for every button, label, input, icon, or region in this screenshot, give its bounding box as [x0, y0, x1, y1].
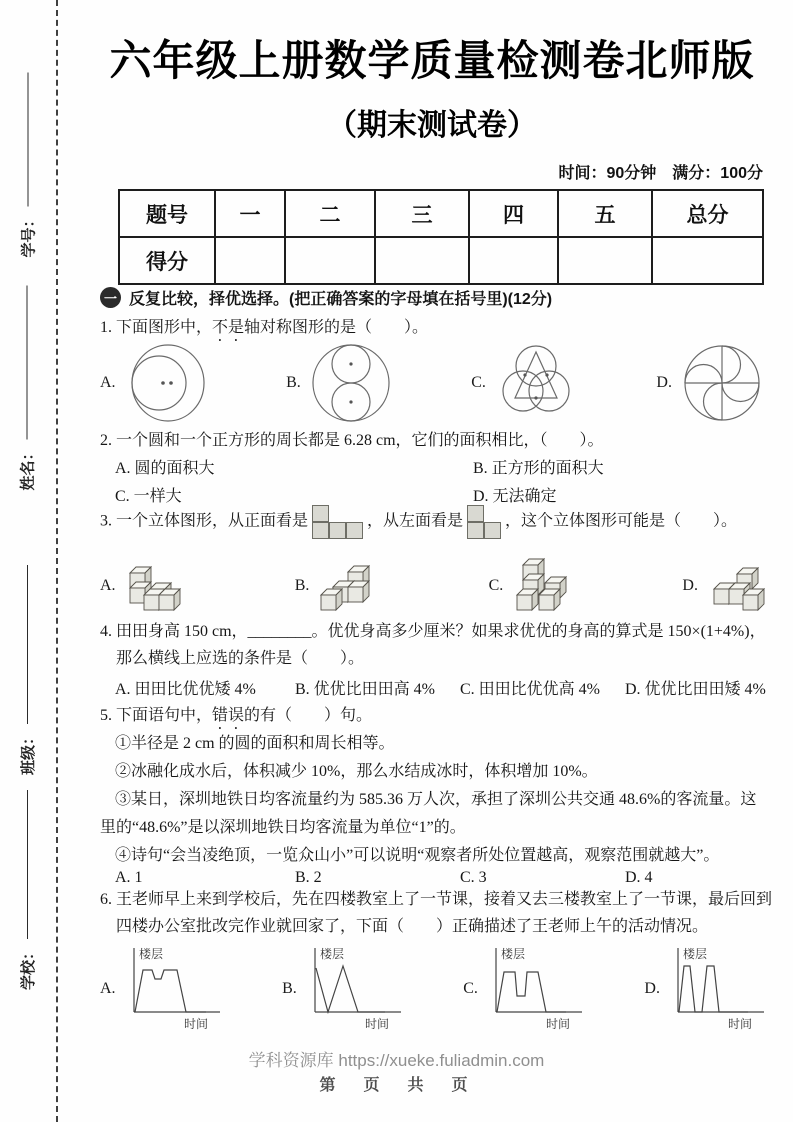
question-6-graphs — [100, 944, 768, 1034]
q5-number: 5. — [100, 707, 112, 724]
q2-number: 2. — [100, 432, 112, 449]
q6-b-ylabel: 楼层 — [319, 947, 344, 961]
q3-figure-c-cubes — [507, 555, 573, 617]
score-cell — [652, 237, 763, 284]
q2-option-b: B. 正方形的面积大 — [473, 460, 604, 477]
q4-line2: 那么横线上应选的条件是（ ）。 — [116, 650, 365, 667]
q6-option-d — [644, 944, 768, 1034]
q6-a-xlabel: 时间 — [183, 1017, 208, 1031]
q5-option-d: D. 4 — [625, 869, 653, 886]
q5-item-2: ②冰融化成水后，体积减少 10%，那么水结成冰时，体积增加 10%。 — [115, 763, 598, 780]
q6-number: 6. — [100, 891, 112, 908]
question-2-text — [100, 427, 784, 454]
q3-option-b-label: B. — [294, 577, 310, 594]
q1-option-a — [100, 340, 212, 426]
side-field-class — [16, 565, 38, 775]
q5-option-c: C. 3 — [460, 869, 487, 886]
q3-figure-a-cubes — [120, 555, 186, 617]
score-table-col: 二 — [285, 190, 375, 237]
q6-d-xlabel: 时间 — [727, 1017, 752, 1031]
q1-option-c — [471, 340, 582, 426]
q3-option-d — [682, 555, 768, 617]
q6-option-d-label: D. — [644, 980, 660, 997]
q6-text: 王老师早上来到学校后，先在四楼教室上了一节课，接着又去三楼教室上了一节课，最后回到四楼办公室批改完作业就回家了，下面（ ）正确描述了王老师上午的活动情况。 — [116, 891, 773, 935]
q3-text-2: ，从左面看是 — [367, 512, 464, 530]
q1-option-c-label: C. — [471, 374, 486, 391]
score-cell — [285, 237, 375, 284]
score-row-label: 得分 — [119, 237, 215, 284]
question-3-text — [100, 505, 784, 539]
q6-option-b-label: B. — [282, 980, 297, 997]
score-table-score-row — [119, 237, 763, 284]
q3-option-a — [100, 555, 186, 617]
name-label: 姓名： — [19, 445, 36, 491]
side-field-student-id — [17, 73, 39, 258]
q2-text: 一个圆和一个正方形的周长都是 6.28 cm，它们的面积相比，（ ）。 — [116, 432, 604, 449]
section-1-title: 反复比较，择优选择。(把正确答案的字母填在括号里)(12分) — [129, 291, 553, 308]
score-table-header-row — [119, 190, 763, 237]
q2-option-d: D. 无法确定 — [473, 488, 557, 505]
q6-option-b — [282, 944, 405, 1034]
q4-option-d: D. 优优比田田矮 4% — [625, 681, 766, 698]
q1-option-a-label: A. — [100, 374, 116, 391]
q2-option-a: A. 圆的面积大 — [115, 460, 215, 477]
question-6-text — [100, 886, 784, 940]
q1-option-d — [656, 340, 768, 426]
exam-subtitle: （期末测试卷） — [327, 109, 537, 142]
side-field-school — [16, 790, 38, 990]
question-2-options — [115, 455, 783, 511]
q5-option-a: A. 1 — [115, 869, 143, 886]
q3-figure-d-cubes — [702, 555, 768, 617]
score-table-col: 总分 — [652, 190, 763, 237]
score-table-corner: 题号 — [119, 190, 215, 237]
q4-line1: 田田身高 150 cm，________。优优身高多少厘米？如果求优优的身高的算式是 150×(1+4%)， — [116, 623, 766, 640]
q6-graph-b-floor-time-chart — [301, 944, 405, 1034]
class-label: 班级： — [19, 729, 37, 775]
q6-option-a — [100, 944, 224, 1034]
q1-figure-b-two-inner-circles — [305, 340, 397, 426]
q5-emphasized: 错误 — [212, 707, 245, 724]
score-cell — [375, 237, 469, 284]
student-id-blank-line — [27, 73, 28, 207]
score-table-col: 四 — [469, 190, 558, 237]
q3-option-d-label: D. — [682, 577, 698, 594]
q6-a-ylabel: 楼层 — [138, 947, 163, 961]
q1-emphasized: 不是 — [212, 319, 245, 336]
q6-graph-c-floor-time-chart — [482, 944, 586, 1034]
q3-option-c-label: C. — [488, 577, 504, 594]
q3-text-3: ，这个立体图形可能是（ ）。 — [505, 512, 738, 530]
question-5-items — [100, 730, 768, 870]
q4-option-a: A. 田田比优优矮 4% — [115, 681, 256, 698]
q6-c-ylabel: 楼层 — [500, 947, 525, 961]
q6-graph-a-floor-time-chart — [120, 944, 224, 1034]
score-cell — [215, 237, 285, 284]
q5-item-1: ①半径是 2 cm 的圆的面积和周长相等。 — [115, 735, 395, 752]
score-table-col: 三 — [375, 190, 469, 237]
q1-figure-d-pinwheel — [676, 340, 768, 426]
q6-option-c-label: C. — [463, 980, 478, 997]
q1-option-b — [286, 340, 397, 426]
section-1-header — [100, 286, 552, 309]
question-1-figures — [100, 340, 768, 426]
question-3-figures — [100, 555, 768, 617]
q5-text-pre: 下面语句中， — [116, 707, 213, 724]
q6-b-xlabel: 时间 — [364, 1017, 389, 1031]
score-table-col: 一 — [215, 190, 285, 237]
q1-text-pre: 下面图形中， — [116, 319, 213, 336]
q1-figure-a-circle-with-inner-circle — [120, 340, 212, 426]
score-table — [118, 189, 764, 285]
score-cell — [558, 237, 652, 284]
score-table-col: 五 — [558, 190, 652, 237]
section-number-badge: 一 — [100, 287, 121, 308]
q4-option-c: C. 田田比优优高 4% — [460, 681, 601, 698]
question-4-options — [115, 676, 783, 704]
q6-c-xlabel: 时间 — [545, 1017, 570, 1031]
exam-time-score-info: 时间：90分钟 满分：100分 — [558, 165, 763, 182]
q6-option-a-label: A. — [100, 980, 116, 997]
name-blank-line — [26, 286, 27, 440]
school-label: 学校： — [19, 944, 37, 990]
q1-option-d-label: D. — [656, 374, 672, 391]
q5-item-4: ④诗句“会当凌绝顶，一览众山小”可以说明“观察者所处位置越高，观察范围就越大”。 — [115, 847, 720, 864]
q1-figure-c-trefoil-triangle — [490, 340, 582, 426]
q5-option-b: B. 2 — [295, 869, 322, 886]
question-4-text — [100, 618, 784, 672]
school-blank-line — [27, 790, 28, 939]
q3-left-view-shape — [467, 505, 501, 539]
q6-option-c — [463, 944, 586, 1034]
q3-front-view-shape — [312, 505, 363, 539]
footer-page-number: 第 页 共 页 — [319, 1077, 474, 1094]
q2-option-c: C. 一样大 — [115, 488, 182, 505]
q3-option-c — [489, 555, 574, 617]
q1-option-b-label: B. — [286, 374, 301, 391]
q1-text-post: 轴对称图形的是（ ）。 — [244, 319, 429, 336]
footer-source-link: 学科资源库 https://xueke.fuliadmin.com — [248, 1051, 545, 1070]
q4-number: 4. — [100, 623, 112, 640]
q3-number: 3. — [100, 512, 112, 530]
q5-text-post: 的有（ ）句。 — [244, 707, 373, 724]
q5-item-3: ③某日，深圳地铁日均客流量约为 585.36 万人次，承担了深圳公共交通 48.6%的客流量。这里的“48.6%”是以深圳地铁日均客流量为单位“1”的。 — [100, 791, 757, 836]
score-cell — [469, 237, 558, 284]
q3-figure-b-cubes — [313, 555, 379, 617]
q6-d-ylabel: 楼层 — [682, 947, 707, 961]
q4-option-b: B. 优优比田田高 4% — [295, 681, 436, 698]
side-field-name — [16, 286, 38, 491]
student-id-label: 学号： — [20, 212, 37, 258]
question-5-text — [100, 702, 784, 733]
q1-number: 1. — [100, 319, 112, 336]
q3-text-1: 一个立体图形，从正面看是 — [116, 512, 309, 530]
q3-option-a-label: A. — [100, 577, 116, 594]
q3-option-b — [295, 555, 380, 617]
class-blank-line — [27, 565, 28, 724]
exam-title: 六年级上册数学质量检测卷北师版 — [109, 37, 755, 84]
q6-graph-d-floor-time-chart — [664, 944, 768, 1034]
binding-dashed-line — [56, 0, 58, 1122]
